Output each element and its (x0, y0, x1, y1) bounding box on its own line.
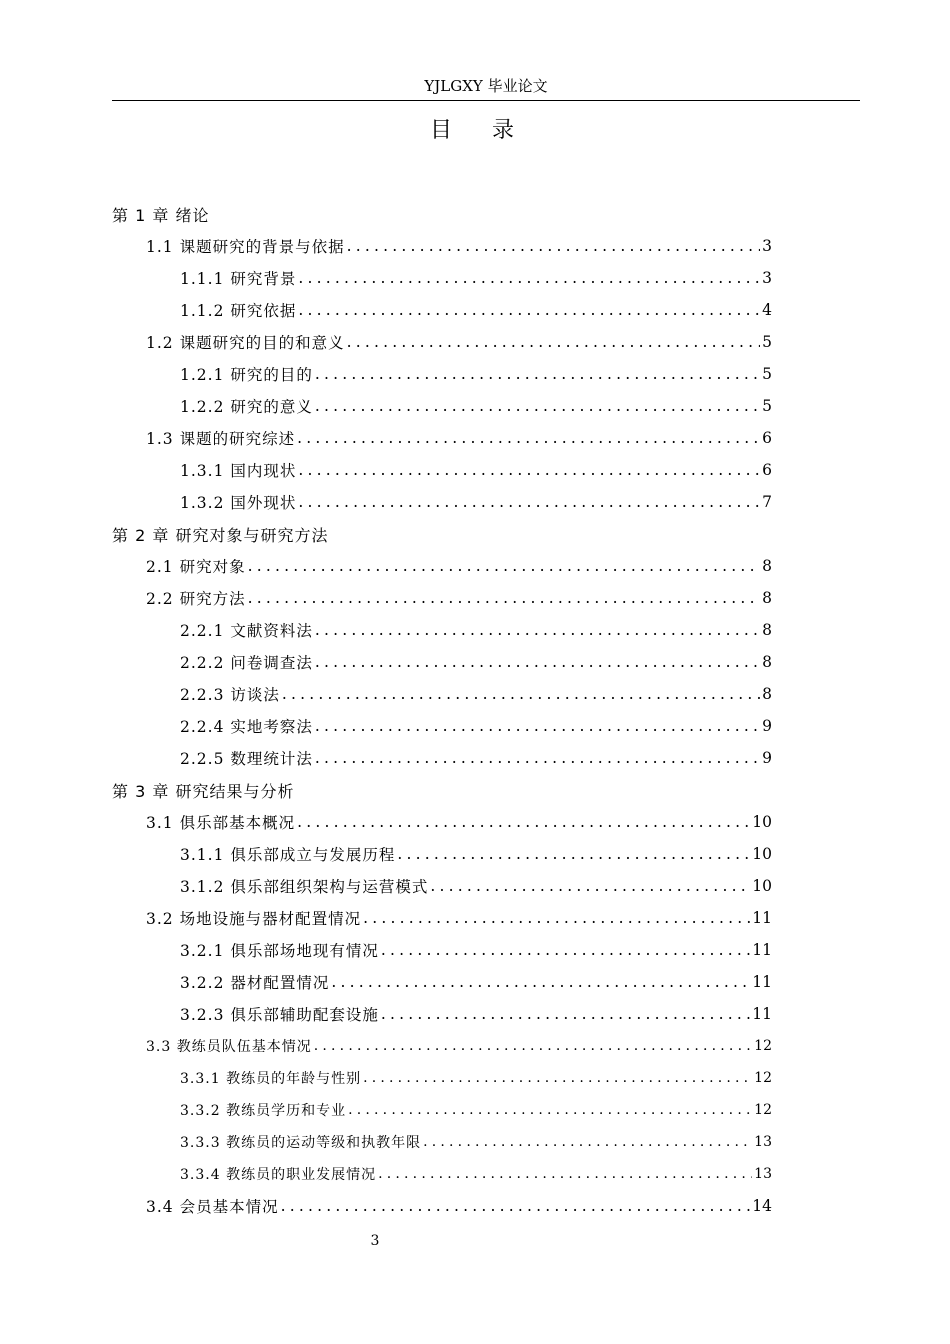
toc-page-number: 12 (754, 1070, 772, 1086)
toc-entry[interactable] (112, 646, 772, 678)
toc-entry[interactable] (112, 230, 772, 262)
toc-page-number: 10 (752, 845, 772, 863)
toc-page-number: 10 (752, 877, 772, 895)
toc-dot-leader (279, 1197, 751, 1215)
toc-entry-label: 2.1 研究对象 (146, 558, 246, 576)
toc-entry-label: 2.2.2 问卷调查法 (180, 654, 313, 672)
toc-dot-leader (313, 621, 760, 639)
toc-dot-leader (313, 653, 760, 671)
toc-entry-label: 1.3.1 国内现状 (180, 462, 297, 480)
toc-dot-leader (345, 237, 760, 255)
toc-entry-label: 1.1 课题研究的背景与依据 (146, 238, 345, 256)
toc-entry-label: 3.3.1 教练员的年龄与性别 (180, 1071, 362, 1087)
toc-page-number: 8 (762, 685, 772, 703)
toc-dot-leader (313, 717, 760, 735)
toc-page-number: 3 (762, 269, 772, 287)
header-rule (112, 100, 860, 101)
toc-page-number: 10 (752, 813, 772, 831)
toc-page-number: 11 (752, 1005, 772, 1023)
toc-page-number: 8 (762, 557, 772, 575)
toc-entry-label: 2.2.3 访谈法 (180, 686, 280, 704)
toc-entry-label: 2.2.4 实地考察法 (180, 718, 313, 736)
toc-entry[interactable] (112, 678, 772, 710)
toc-page-number: 11 (752, 909, 772, 927)
toc-entry-label: 3.2.2 器材配置情况 (180, 974, 330, 992)
toc-entry-label: 3.3.4 教练员的职业发展情况 (180, 1167, 377, 1183)
toc-entry[interactable] (112, 550, 772, 582)
table-of-contents (112, 198, 772, 1222)
toc-page-number: 12 (754, 1038, 772, 1054)
toc-chapter-heading[interactable] (112, 774, 772, 806)
toc-entry[interactable] (112, 1126, 772, 1158)
toc-dot-leader (376, 1166, 752, 1182)
toc-entry[interactable] (112, 902, 772, 934)
toc-entry[interactable] (112, 582, 772, 614)
toc-dot-leader (295, 429, 760, 447)
toc-entry-label: 2.2.1 文献资料法 (180, 622, 313, 640)
toc-entry[interactable] (112, 1094, 772, 1126)
toc-dot-leader (313, 749, 760, 767)
toc-dot-leader (312, 1038, 752, 1054)
toc-entry-label: 1.3 课题的研究综述 (146, 430, 296, 448)
toc-entry-label: 1.2.2 研究的意义 (180, 398, 313, 416)
toc-dot-leader (313, 365, 760, 383)
toc-entry-label: 3.1.2 俱乐部组织架构与运营模式 (180, 878, 429, 896)
toc-entry-label: 2.2.5 数理统计法 (180, 750, 313, 768)
toc-entry[interactable] (112, 870, 772, 902)
toc-entry-label: 3.1.1 俱乐部成立与发展历程 (180, 846, 396, 864)
toc-dot-leader (313, 397, 760, 415)
toc-entry-label: 2.2 研究方法 (146, 590, 246, 608)
toc-page-number: 13 (754, 1166, 772, 1182)
toc-entry[interactable] (112, 806, 772, 838)
toc-entry-label: 1.2 课题研究的目的和意义 (146, 334, 345, 352)
toc-entry-label: 3.4 会员基本情况 (146, 1198, 279, 1216)
toc-entry-label: 第 2 章 研究对象与研究方法 (112, 525, 329, 545)
toc-entry[interactable] (112, 1158, 772, 1190)
toc-chapter-heading[interactable] (112, 518, 772, 550)
toc-page-number: 8 (762, 589, 772, 607)
toc-page-number: 9 (762, 749, 772, 767)
toc-entry-label: 3.3 教练员队伍基本情况 (146, 1039, 312, 1055)
toc-entry-label: 1.1.1 研究背景 (180, 270, 297, 288)
toc-entry[interactable] (112, 390, 772, 422)
toc-dot-leader (296, 493, 760, 511)
toc-dot-leader (361, 1070, 752, 1086)
toc-dot-leader (295, 813, 750, 831)
toc-page-number: 8 (762, 653, 772, 671)
toc-dot-leader (379, 941, 750, 959)
page-number: 3 (370, 1233, 380, 1249)
toc-dot-leader (421, 1134, 752, 1150)
toc-page-number: 9 (762, 717, 772, 735)
toc-page-number: 6 (762, 429, 772, 447)
running-header: YJLGXY 毕业论文 (424, 77, 548, 95)
toc-dot-leader (296, 461, 760, 479)
toc-dot-leader (246, 557, 760, 575)
toc-entry-label: 第 3 章 研究结果与分析 (112, 781, 295, 801)
toc-entry[interactable] (112, 326, 772, 358)
toc-page-number: 7 (762, 493, 772, 511)
toc-entry[interactable] (112, 742, 772, 774)
toc-entry-label: 1.3.2 国外现状 (180, 494, 297, 512)
toc-dot-leader (296, 301, 760, 319)
toc-dot-leader (346, 1102, 752, 1118)
toc-page-number: 5 (762, 397, 772, 415)
toc-page-number: 13 (754, 1134, 772, 1150)
toc-entry-label: 3.1 俱乐部基本概况 (146, 814, 296, 832)
toc-entry-label: 3.2 场地设施与器材配置情况 (146, 910, 362, 928)
toc-page-number: 11 (752, 941, 772, 959)
toc-entry-label: 1.2.1 研究的目的 (180, 366, 313, 384)
toc-entry[interactable] (112, 934, 772, 966)
toc-entry[interactable] (112, 358, 772, 390)
toc-dot-leader (296, 269, 760, 287)
toc-dot-leader (280, 685, 760, 703)
toc-chapter-heading[interactable] (112, 198, 772, 230)
toc-page-number: 11 (752, 973, 772, 991)
toc-entry[interactable] (112, 294, 772, 326)
toc-page-number: 5 (762, 333, 772, 351)
toc-page-number: 3 (762, 237, 772, 255)
toc-entry[interactable] (112, 1190, 772, 1222)
toc-entry-label: 3.2.1 俱乐部场地现有情况 (180, 942, 379, 960)
toc-page-number: 14 (752, 1197, 772, 1215)
toc-entry-label: 1.1.2 研究依据 (180, 302, 297, 320)
toc-entry[interactable] (112, 998, 772, 1030)
toc-entry-label: 第 1 章 绪论 (112, 205, 210, 225)
toc-title: 目录 (429, 118, 554, 143)
toc-dot-leader (345, 333, 760, 351)
toc-page-number: 4 (762, 301, 772, 319)
toc-dot-leader (329, 973, 750, 991)
toc-entry[interactable] (112, 1030, 772, 1062)
toc-page-number: 12 (754, 1102, 772, 1118)
toc-entry[interactable] (112, 710, 772, 742)
toc-dot-leader (379, 1005, 750, 1023)
toc-entry[interactable] (112, 614, 772, 646)
toc-page-number: 8 (762, 621, 772, 639)
toc-entry[interactable] (112, 838, 772, 870)
toc-entry-label: 3.3.2 教练员学历和专业 (180, 1103, 347, 1119)
toc-entry[interactable] (112, 262, 772, 294)
toc-entry[interactable] (112, 486, 772, 518)
toc-entry-label: 3.2.3 俱乐部辅助配套设施 (180, 1006, 379, 1024)
toc-entry[interactable] (112, 966, 772, 998)
toc-entry[interactable] (112, 454, 772, 486)
toc-entry-label: 3.3.3 教练员的运动等级和执教年限 (180, 1135, 422, 1151)
toc-entry[interactable] (112, 1062, 772, 1094)
toc-dot-leader (395, 845, 750, 863)
toc-entry[interactable] (112, 422, 772, 454)
toc-dot-leader (428, 877, 750, 895)
toc-page-number: 5 (762, 365, 772, 383)
toc-dot-leader (246, 589, 760, 607)
toc-dot-leader (361, 909, 750, 927)
toc-page-number: 6 (762, 461, 772, 479)
